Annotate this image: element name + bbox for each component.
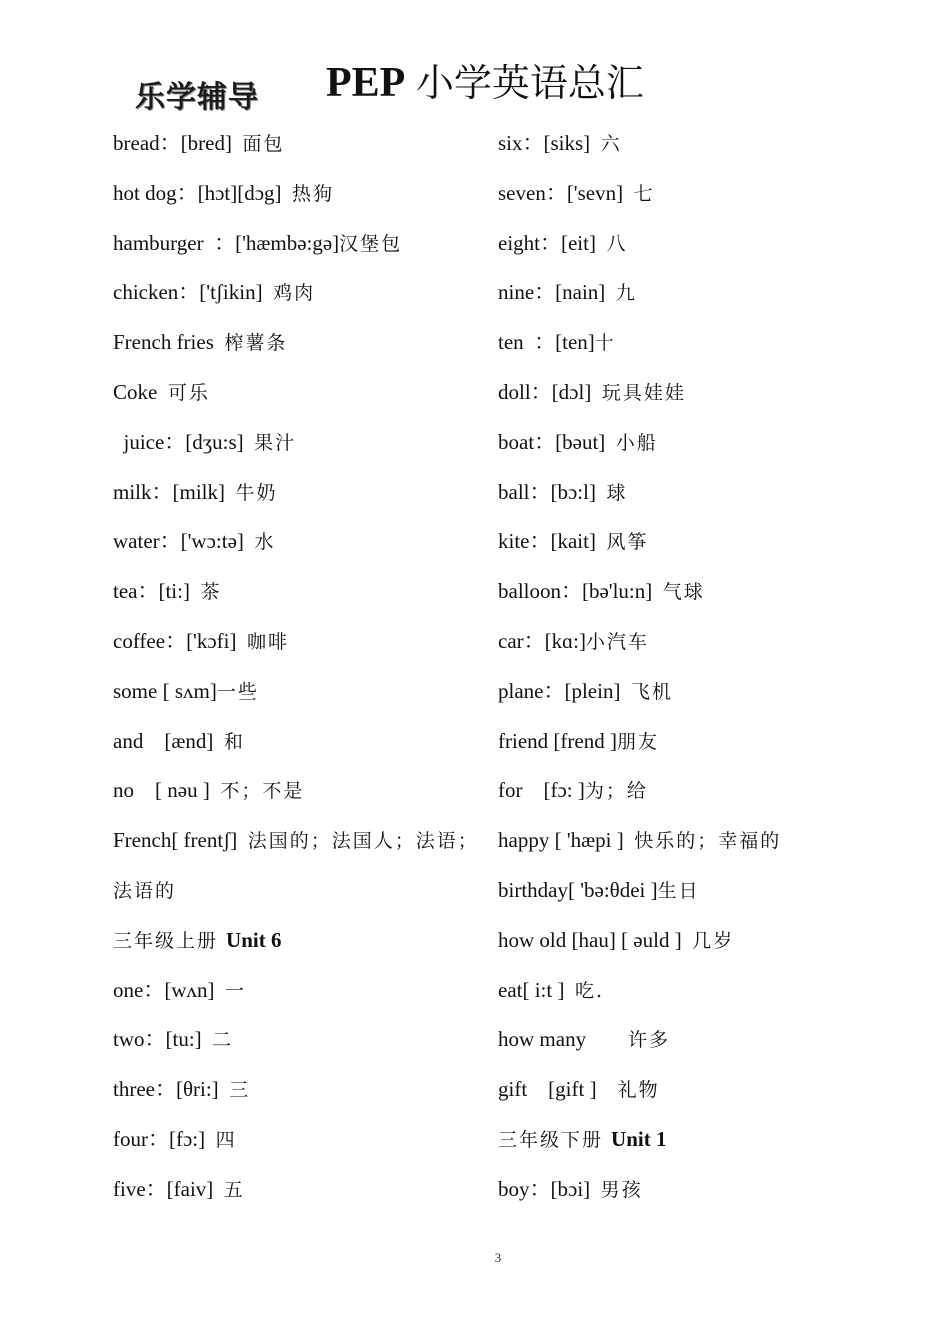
vocab-word: hot dog：[hɔt][dɔg] [113, 180, 293, 205]
vocab-word: bread：[bred] [113, 131, 243, 155]
vocab-entry [113, 1170, 498, 1220]
vocab-entry [113, 1120, 498, 1170]
vocab-word: eat[ i:t ] [498, 977, 575, 1002]
vocab-entry [498, 124, 918, 174]
vocab-word: four：[fɔ:] [113, 1126, 216, 1151]
vocab-translation: 热狗 [292, 182, 335, 205]
vocab-translation: 水 [254, 531, 276, 554]
vocab-translation: 可乐 [167, 381, 210, 404]
vocab-word: five：[faiv] [113, 1176, 224, 1201]
vocab-word: some [ sʌm] [113, 678, 217, 703]
vocab-entry [498, 572, 918, 622]
vocab-entry [498, 423, 918, 473]
vocab-word: coffee：['kɔfi] [113, 628, 247, 653]
section-heading [113, 921, 498, 971]
vocabulary-column-left [113, 124, 498, 1220]
vocab-translation: 三年级上册 [113, 929, 227, 952]
vocab-translation: 小船 [615, 431, 658, 454]
vocab-entry [113, 522, 498, 572]
vocab-translation: 二 [212, 1029, 234, 1052]
vocab-entry [113, 1070, 498, 1120]
vocab-entry [498, 174, 918, 224]
vocab-translation: 一 [224, 979, 246, 1002]
vocab-translation: 十 [594, 332, 616, 355]
vocab-word: kite：[kait] [498, 529, 607, 554]
vocab-entry [113, 373, 498, 423]
vocab-translation: 六 [600, 133, 622, 155]
vocab-entry [498, 224, 918, 274]
vocab-translation: 快乐的；幸福的 [634, 830, 782, 853]
vocab-translation: 为；给 [584, 780, 648, 803]
vocab-word: car：[kɑ:] [498, 628, 586, 653]
vocab-translation: 牛奶 [235, 481, 278, 504]
vocab-translation: 法语的 [113, 879, 177, 902]
vocab-entry [113, 124, 498, 174]
vocab-entry [498, 273, 918, 323]
vocab-word: gift [gift ] [498, 1077, 618, 1102]
vocab-entry [113, 473, 498, 523]
vocab-entry [113, 821, 498, 871]
vocab-entry [113, 572, 498, 622]
vocab-entry [498, 871, 918, 921]
vocab-word: three：[θri:] [113, 1077, 230, 1102]
vocab-entry [498, 971, 918, 1021]
vocab-translation: 五 [223, 1178, 245, 1201]
vocab-translation: 吃. [574, 979, 605, 1002]
vocab-translation: 几岁 [692, 929, 735, 952]
vocab-word: one：[wʌn] [113, 977, 225, 1002]
vocab-word: for [fɔ: ] [498, 778, 585, 803]
vocab-entry [498, 821, 918, 871]
vocab-word: and [ænd] [113, 728, 224, 753]
vocab-word: ten ：[ten] [498, 330, 595, 355]
vocab-entry [113, 323, 498, 373]
vocab-entry [498, 323, 918, 373]
vocab-word: ball：[bɔ:l] [498, 479, 607, 504]
vocab-translation: 果汁 [254, 431, 297, 454]
vocab-translation: 三年级下册 [498, 1128, 612, 1151]
vocab-translation: 九 [615, 282, 637, 305]
vocab-entry [498, 722, 918, 772]
vocab-word: plane：[plein] [498, 678, 631, 703]
vocab-word: how old [hau] [ əuld ] [498, 927, 693, 952]
vocab-translation: 礼物 [617, 1079, 660, 1102]
section-heading [498, 1120, 918, 1170]
vocab-entry [498, 622, 918, 672]
vocab-translation: 鸡肉 [273, 282, 316, 305]
page-number: 3 [494, 1250, 502, 1265]
vocab-entry [113, 722, 498, 772]
vocab-entry [498, 771, 918, 821]
vocab-translation: 咖啡 [247, 630, 290, 653]
vocab-entry [498, 473, 918, 523]
vocab-entry [113, 224, 498, 274]
vocab-word: juice：[dʒu:s] [113, 429, 255, 454]
page-title-zh: 小学英语总汇 [415, 61, 644, 105]
vocab-translation: 飞机 [630, 680, 673, 703]
vocab-translation: 和 [223, 730, 245, 753]
vocab-entry [113, 273, 498, 323]
vocab-entry [498, 1020, 918, 1070]
vocab-translation: 茶 [200, 581, 222, 604]
vocab-entry [113, 1020, 498, 1070]
unit-label: Unit 6 [226, 927, 282, 952]
vocab-entry [113, 971, 498, 1021]
vocab-word: how many [498, 1027, 629, 1052]
vocab-word: boy：[bɔi] [498, 1176, 601, 1201]
vocab-translation: 面包 [242, 133, 285, 155]
vocab-word: Coke [113, 379, 168, 404]
vocab-entry [498, 373, 918, 423]
vocabulary-column-right [498, 124, 918, 1220]
vocab-word: friend [frend ] [498, 728, 617, 753]
vocab-word: doll：[dɔl] [498, 379, 602, 404]
vocab-translation: 小汽车 [585, 630, 649, 653]
vocab-entry [113, 672, 498, 722]
vocab-word: seven：['sevn] [498, 180, 634, 205]
vocab-word: chicken：['tʃikin] [113, 280, 274, 305]
vocab-word: hamburger ：['hæmbə:gə] [113, 230, 340, 255]
vocab-translation: 三 [229, 1079, 251, 1102]
unit-label: Unit 1 [611, 1126, 667, 1151]
brand-logo: 乐学辅导 [135, 80, 259, 115]
vocab-word: eight：[eit] [498, 230, 607, 255]
vocab-entry [498, 672, 918, 722]
vocab-translation: 风筝 [606, 531, 649, 554]
vocab-translation: 朋友 [616, 730, 659, 753]
vocab-entry [113, 771, 498, 821]
vocab-entry [498, 522, 918, 572]
vocab-translation: 四 [215, 1128, 237, 1151]
vocab-word: no [ nəu ] [113, 778, 221, 803]
vocab-translation: 榨薯条 [224, 332, 288, 355]
vocab-word: happy [ 'hæpi ] [498, 828, 635, 853]
vocab-translation: 不；不是 [220, 780, 305, 803]
vocab-translation: 法国的；法国人；法语； [247, 830, 479, 853]
vocab-translation: 球 [606, 481, 628, 504]
vocab-word: French[ frentʃ] [113, 828, 248, 853]
vocab-word: balloon：[bə'lu:n] [498, 579, 663, 604]
vocab-translation: 生日 [657, 879, 700, 902]
vocab-translation: 玩具娃娃 [601, 381, 686, 404]
vocab-translation: 许多 [628, 1029, 671, 1052]
vocab-word: nine：[nain] [498, 280, 616, 305]
vocab-translation: 男孩 [600, 1178, 643, 1201]
vocab-entry [113, 871, 498, 921]
page-title-en: PEP [326, 60, 406, 106]
vocab-translation: 汉堡包 [339, 232, 403, 255]
vocab-translation: 一些 [216, 680, 259, 703]
vocab-word: six：[siks] [498, 131, 601, 155]
vocab-word: water：['wɔ:tə] [113, 529, 255, 554]
vocab-word: birthday[ 'bə:θdei ] [498, 877, 658, 902]
vocab-translation: 七 [633, 182, 655, 205]
vocab-word: tea：[ti:] [113, 579, 201, 604]
vocab-entry [113, 423, 498, 473]
vocab-word: boat：[bəut] [498, 429, 616, 454]
vocab-entry [113, 622, 498, 672]
vocab-word: French fries [113, 330, 225, 355]
vocab-translation: 气球 [662, 581, 705, 604]
vocab-entry [113, 174, 498, 224]
page-title [326, 52, 644, 107]
vocab-word: two：[tu:] [113, 1027, 213, 1052]
vocab-entry [498, 1170, 918, 1220]
vocab-translation: 八 [606, 232, 628, 255]
vocab-word: milk：[milk] [113, 479, 236, 504]
vocab-entry [498, 921, 918, 971]
vocab-entry [498, 1070, 918, 1120]
